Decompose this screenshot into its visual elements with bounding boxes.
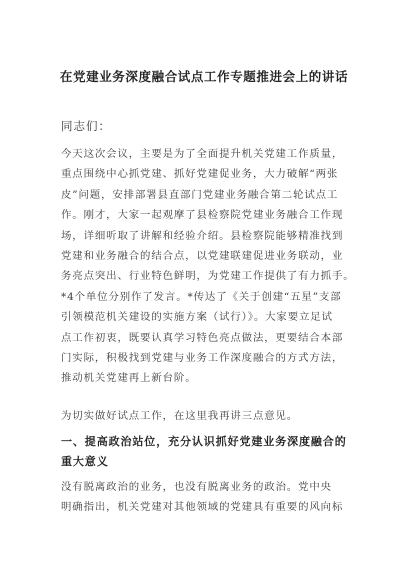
paragraph-line: 务亮点突出、行业特色鲜明，为党建工作提供了有力抓手。 (61, 270, 355, 283)
heading-line: 重大意义 (61, 455, 109, 468)
paragraph-section-1 (61, 477, 356, 518)
document-title: 在党建业务深度融合试点工作专题推进会上的讲话 (59, 69, 349, 84)
paragraph-line: 明确指出，机关党建对其他领域的党建具有重要的风向标 (61, 501, 344, 514)
paragraph-line: 重点围绕中心抓党建、抓好党建促业务，大力破解“两张 (61, 168, 339, 181)
paragraph-line: 作。刚才，大家一起观摩了县检察院党建业务融合工作现 (61, 209, 344, 222)
paragraph-line: 今天这次会议，主要是为了全面提升机关党建工作质量， (61, 148, 344, 160)
heading-line: 一、提高政治站位，充分认识抓好党建业务深度融合的 (61, 435, 347, 448)
paragraph-line: 为切实做好试点工作，在这里我再讲三点意见。 (61, 410, 299, 422)
paragraph-line: 党建和业务融合的结合点，以党建联建促进业务联动，业 (61, 250, 344, 263)
paragraph-line: 引领模范机关建设的实施方案（试行）》。大家要立足试 (61, 311, 333, 324)
salutation: 同志们： (61, 119, 111, 133)
paragraph-line: 门实际，积极找到党建与业务工作深度融合的方式方法， (61, 352, 344, 365)
paragraph-intro (61, 144, 356, 389)
paragraph-line: *4个单位分别作了发言。*传达了《关于创建“五星”支部 (61, 290, 342, 303)
paragraph-line: 推动机关党建再上新台阶。 (61, 372, 197, 385)
paragraph-line: 没有脱离政治的业务，也没有脱离业务的政治。党中央 (61, 481, 332, 493)
paragraph-transition (61, 406, 356, 426)
paragraph-line: 皮”问题，安排部署县直部门党建业务融合第二轮试点工 (61, 188, 339, 201)
paragraph-line: 点工作初衷，既要认真学习特色亮点做法，更要结合本部 (61, 331, 344, 344)
paragraph-line: 场，详细听取了讲解和经验介绍。县检察院能够精准找到 (61, 229, 344, 242)
section-heading-1 (61, 432, 361, 472)
